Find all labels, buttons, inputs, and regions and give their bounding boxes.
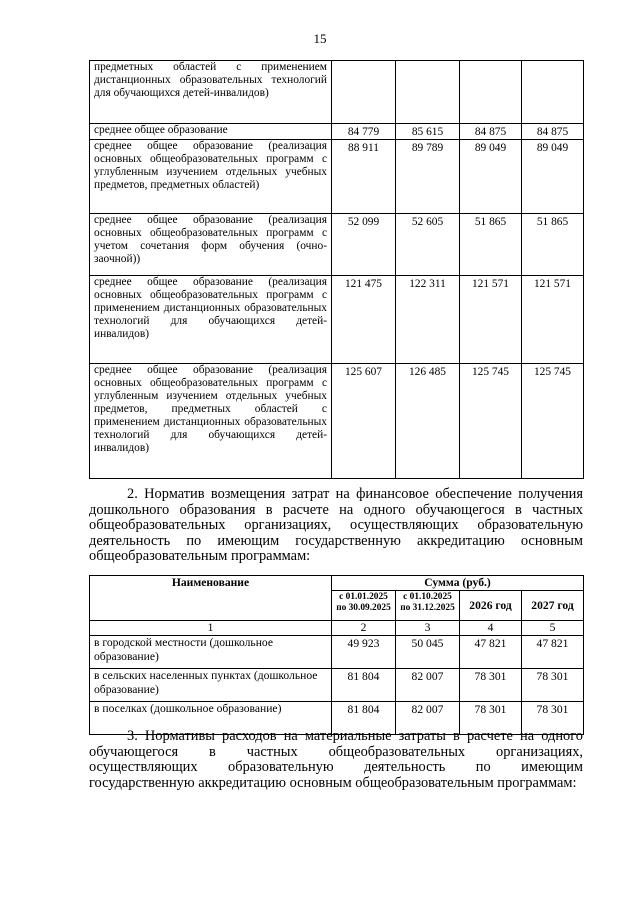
value-cell: 82 007 [396, 702, 460, 735]
value-cell: 51 865 [522, 214, 584, 276]
header-year-2026: 2026 год [460, 591, 522, 621]
row-name: среднее общее образование (реализация основных общеобразовательных программ с углубленным изучением отдельных учебных предметов, предметных областей) [90, 140, 332, 214]
row-name: в сельских населенных пунктах (дошкольное образование) [90, 669, 332, 702]
table-row [90, 124, 584, 140]
column-number: 3 [396, 621, 460, 636]
value-cell [460, 61, 522, 124]
value-cell: 122 311 [396, 276, 460, 364]
value-cell: 78 301 [522, 702, 584, 735]
header-name: Наименование [90, 576, 332, 621]
value-cell: 47 821 [522, 636, 584, 669]
column-number: 1 [90, 621, 332, 636]
norms-table-continued [89, 60, 584, 479]
column-number: 4 [460, 621, 522, 636]
paragraph-2: 2. Норматив возмещения затрат на финансовое обеспечение получения дошкольного образования в расчете на одного обучающегося в частных общеобразовательных организациях, осуществляющих образовательную деятельность по имеющим государственную аккредитацию основным общеобразовательным программам: [89, 486, 583, 564]
page-number: 15 [313, 31, 327, 46]
header-period-2: с 01.10.2025 по 31.12.2025 [396, 591, 460, 621]
value-cell: 89 789 [396, 140, 460, 214]
row-name: среднее общее образование (реализация основных общеобразовательных программ с учетом сочетания форм обучения (очно-заочной)) [90, 214, 332, 276]
column-number-row [90, 621, 584, 636]
value-cell: 52 605 [396, 214, 460, 276]
value-cell: 82 007 [396, 669, 460, 702]
value-cell: 78 301 [522, 669, 584, 702]
table-row [90, 140, 584, 214]
value-cell: 52 099 [332, 214, 396, 276]
value-cell: 50 045 [396, 636, 460, 669]
value-cell: 81 804 [332, 702, 396, 735]
value-cell: 81 804 [332, 669, 396, 702]
value-cell: 85 615 [396, 124, 460, 140]
value-cell: 47 821 [460, 636, 522, 669]
value-cell: 84 779 [332, 124, 396, 140]
row-name: в городской местности (дошкольное образование) [90, 636, 332, 669]
value-cell: 125 745 [522, 364, 584, 479]
value-cell: 49 923 [332, 636, 396, 669]
value-cell: 121 475 [332, 276, 396, 364]
table-row [90, 276, 584, 364]
paragraph-3: 3. Нормативы расходов на материальные затраты в расчете на одного обучающегося в частных общеобразовательных организациях, осуществляющих образовательную деятельность по имеющим государственную аккредитацию основным общеобразовательным программам: [89, 728, 583, 791]
value-cell: 78 301 [460, 669, 522, 702]
table-row [90, 669, 584, 702]
value-cell: 84 875 [460, 124, 522, 140]
table-row [90, 364, 584, 479]
value-cell: 89 049 [460, 140, 522, 214]
row-name: среднее общее образование (реализация основных общеобразовательных программ с применением дистанционных образовательных технологий для обучающихся детей-инвалидов) [90, 276, 332, 364]
row-name: в поселках (дошкольное образование) [90, 702, 332, 735]
row-name: предметных областей с применением дистанционных образовательных технологий для обучающихся детей-инвалидов) [90, 61, 332, 124]
value-cell: 121 571 [522, 276, 584, 364]
row-name: среднее общее образование (реализация основных общеобразовательных программ с углубленным изучением отдельных учебных предметов, предметных областей с применением дистанционных образовательных технологий для обучающихся детей-инвалидов) [90, 364, 332, 479]
table-header-row [90, 576, 584, 591]
value-cell: 88 911 [332, 140, 396, 214]
column-number: 5 [522, 621, 584, 636]
value-cell [332, 61, 396, 124]
value-cell: 78 301 [460, 702, 522, 735]
value-cell: 89 049 [522, 140, 584, 214]
value-cell: 84 875 [522, 124, 584, 140]
value-cell [396, 61, 460, 124]
value-cell: 51 865 [460, 214, 522, 276]
table-row [90, 636, 584, 669]
table-row [90, 61, 584, 124]
row-name: среднее общее образование [90, 124, 332, 140]
value-cell: 125 745 [460, 364, 522, 479]
table-row [90, 214, 584, 276]
value-cell [522, 61, 584, 124]
value-cell: 121 571 [460, 276, 522, 364]
header-sum: Сумма (руб.) [332, 576, 584, 591]
header-year-2027: 2027 год [522, 591, 584, 621]
header-period-1: с 01.01.2025 по 30.09.2025 [332, 591, 396, 621]
preschool-norms-table [89, 575, 584, 735]
column-number: 2 [332, 621, 396, 636]
value-cell: 126 485 [396, 364, 460, 479]
value-cell: 125 607 [332, 364, 396, 479]
